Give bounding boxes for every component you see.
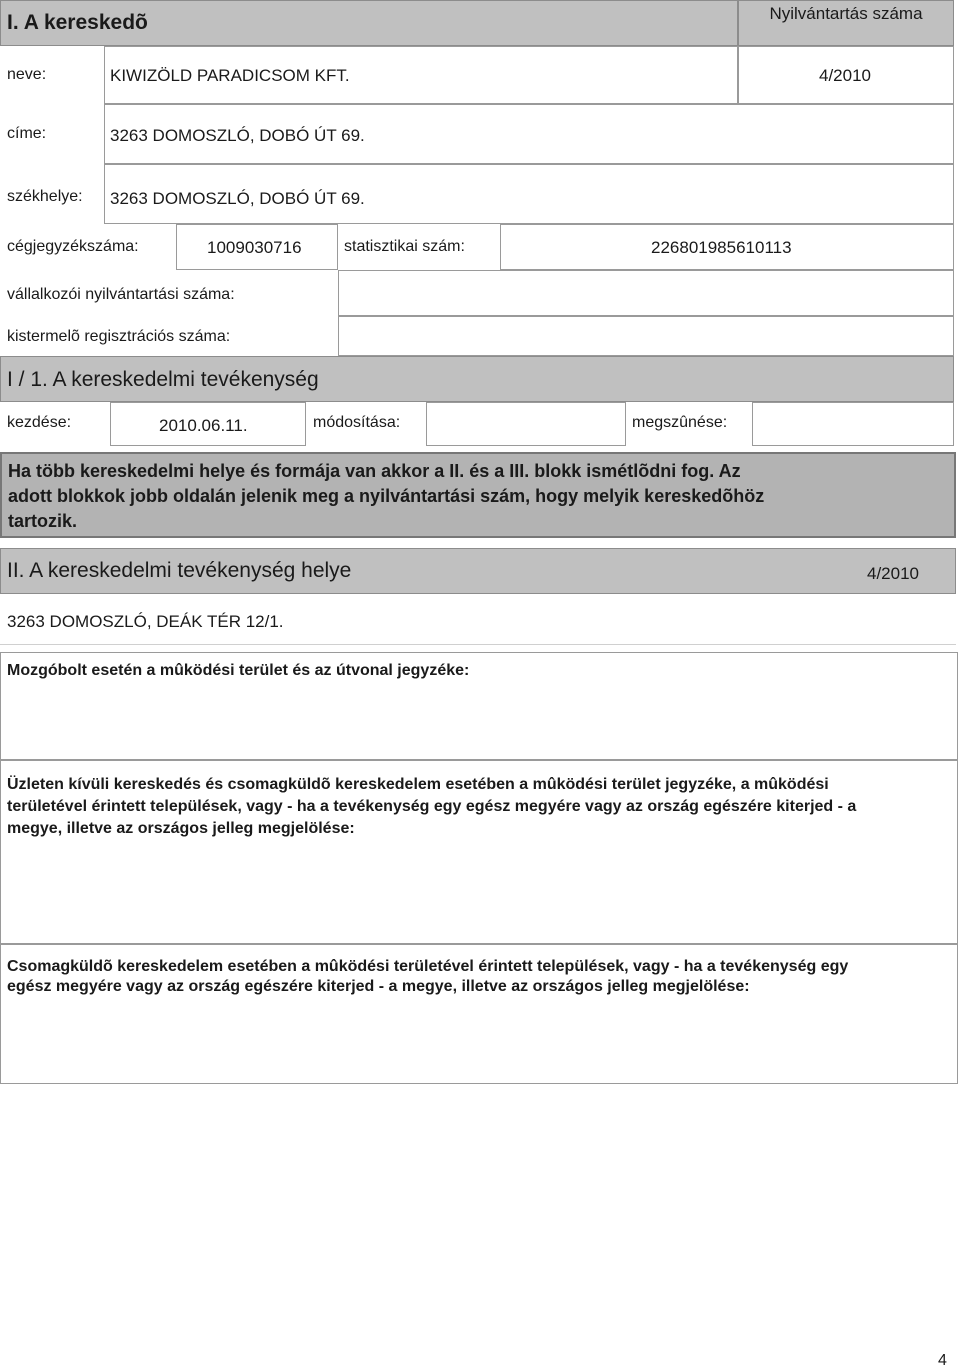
stat-field — [500, 224, 954, 270]
smallholder-field — [338, 316, 954, 356]
offshop-line-3: megye, illetve az országos jelleg megjelölése: — [7, 820, 355, 837]
offshop-line-2: területével érintett települések, vagy - ha a tevékenység egy egész megyére vagy az ország egészére kiterjed - a — [7, 798, 857, 815]
mobile-shop-box — [0, 652, 958, 760]
address-value: 3263 DOMOSZLÓ, DOBÓ ÚT 69. — [110, 126, 365, 145]
location-address-divider — [0, 644, 956, 645]
name-field — [104, 46, 738, 104]
smallholder-label: kistermelõ regisztrációs száma: — [7, 328, 231, 345]
modified-label: módosítása: — [313, 414, 401, 431]
stat-label: statisztikai szám: — [344, 238, 465, 255]
entrepreneur-label: vállalkozói nyilvántartási száma: — [7, 286, 235, 303]
start-field — [110, 402, 306, 446]
modified-field — [426, 402, 626, 446]
seat-label: székhelye: — [7, 188, 83, 205]
seat-value: 3263 DOMOSZLÓ, DOBÓ ÚT 69. — [110, 189, 365, 208]
offshop-line-1: Üzleten kívüli kereskedés és csomagküldõ kereskedelem esetében a mûködési terület jegyzéke, a mûködési — [7, 776, 829, 793]
registry-number: 4/2010 — [819, 66, 871, 85]
page-number: 4 — [938, 1352, 947, 1369]
seat-field — [104, 164, 954, 224]
location-header-bar — [0, 548, 956, 594]
company-reg-label: cégjegyzékszáma: — [7, 238, 139, 255]
address-field — [104, 104, 954, 164]
notice-line-1: Ha több kereskedelmi helye és formája van akkor a II. és a III. blokk ismétlõdni fog. Az — [8, 461, 741, 481]
mobile-shop-label: Mozgóbolt esetén a mûködési terület és az útvonal jegyzéke: — [7, 662, 470, 679]
company-reg-field — [176, 224, 338, 270]
entrepreneur-field — [338, 270, 954, 316]
location-registry-number: 4/2010 — [867, 564, 919, 583]
activity-header: I / 1. A kereskedelmi tevékenység — [7, 368, 319, 391]
registry-header-cell — [738, 0, 954, 46]
merchant-header: I. A kereskedõ — [7, 11, 148, 34]
notice-line-2: adott blokkok jobb oldalán jelenik meg a nyilvántartási szám, hogy melyik kereskedõhöz — [8, 486, 765, 506]
location-address: 3263 DOMOSZLÓ, DEÁK TÉR 12/1. — [7, 612, 284, 631]
end-label: megszûnése: — [632, 414, 728, 431]
notice-box — [0, 452, 956, 538]
company-reg-value: 1009030716 — [207, 238, 302, 257]
start-label: kezdése: — [7, 414, 72, 431]
stat-value: 226801985610113 — [651, 238, 792, 257]
start-value: 2010.06.11. — [159, 416, 248, 435]
location-header: II. A kereskedelmi tevékenység helye — [7, 559, 352, 582]
name-value: KIWIZÖLD PARADICSOM KFT. — [110, 66, 350, 85]
mail-order-box — [0, 944, 958, 1084]
end-field — [752, 402, 954, 446]
mail-order-line-2: egész megyére vagy az ország egészére kiterjed - a megye, illetve az országos jelleg megjelölése: — [7, 978, 750, 995]
mail-order-line-1: Csomagküldõ kereskedelem esetében a mûködési területével érintett települések, vagy - ha a tevékenység egy — [7, 958, 849, 975]
registry-number-cell — [738, 46, 954, 104]
activity-header-bar — [0, 356, 954, 402]
address-label: címe: — [7, 125, 47, 142]
notice-line-3: tartozik. — [8, 511, 78, 531]
registry-header: Nyilvántartás száma — [769, 4, 923, 23]
merchant-header-bar — [0, 0, 738, 46]
name-label: neve: — [7, 66, 47, 83]
offshop-box — [0, 760, 958, 944]
